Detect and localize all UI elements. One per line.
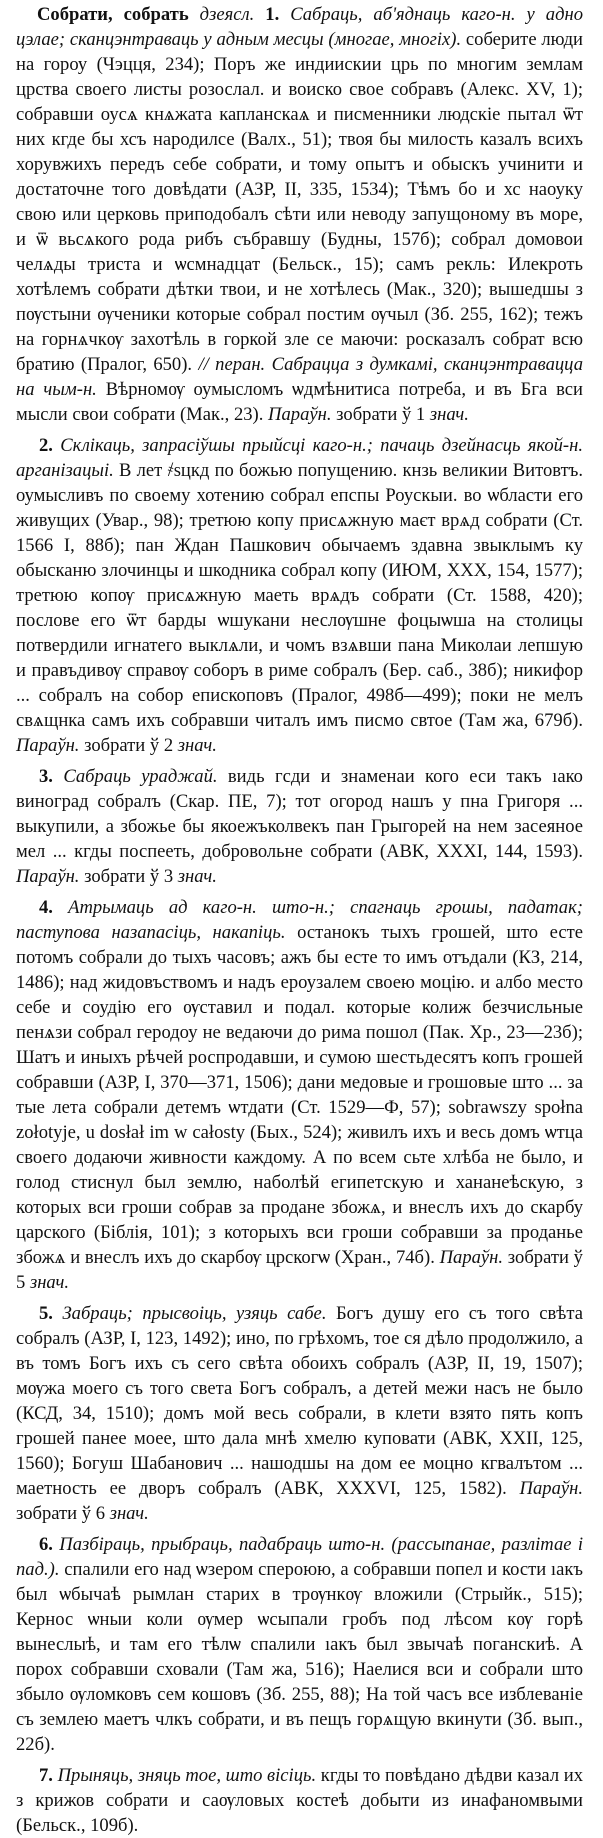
figurative-definition: // перан. Сабрацца з думкамі, сканцэнтравацца на чым-н. [16,354,584,400]
sense-definition: Атрымаць ад каго-н. што-н.; спагнаць грошы, падатак; паступова назапасіць, накапіць. [16,897,583,943]
sense-6 [16,1532,583,1757]
compare-note: знач. [177,866,217,887]
sense-2 [16,433,583,758]
compare-label: Параўн. [439,1247,504,1268]
sense-number: 6. [39,1534,53,1555]
grammar-label: дзеясл. [199,4,255,25]
compare-note: знач. [429,404,469,425]
sense-5 [16,1301,583,1526]
figurative-citations: Вѣрномѹ оумысломъ ѡдмѣнитиса потреба, и въ Бга вси мысли свои собрати (Мак., 23). [16,379,583,425]
sense-number: 2. [39,435,53,456]
compare-text: зобрати ў 6 [16,1503,106,1524]
sense-citations: кгды то повѣдано дѣдви казал их з крижов собрати и саѹловых костеѣ добыти из инафаномвыми (Бельск., 109б). [16,1765,584,1836]
sense-definition: Сабраць ураджай. [63,766,218,787]
sense-3 [16,764,583,889]
sense-citations: соберите люди на гороу (Чэцця, 234); Поръ же индиискии црь по многим землам црства своего листы розослал. и воиско свое собравъ (Алекс. XV, 1); собравши оусѧ кнѧжата капланскаѧ и писменники людскіе пытал ѿт них кгде бы хсъ народилсе (Валх., 51); твоя бы милость казалъ всихъ хорувжихъ передъ себе собрати, и тому опытъ и обыскъ учинити и достаточне того довѣдати (АЗР, II, 335, 1534); Тѣмъ бо и хс наоуку свою или церковь приподобалъ сѣти или неводу запущоному въ море, и ѿ вьсѧкого рода рибъ събравшу (Будны, 157б); собрал домовои челѧды триста и ѡсмнадцат (Бельск., 15); самъ рекль: Илекроть хотѣлемъ собрати дѣтки твои, и не хотѣлесь (Мак., 320); вышедшы з пѹстыни ѹченики которые собрал постим ѹчыл (Зб. 255, 162); тежъ на горнѧчкѹ захотѣль в горкой зле се маючи: росказалъ собрат всю братию (Пралог, 650). [16,29,583,375]
compare-label: Параўн. [519,1478,583,1499]
compare-label: Параўн. [268,404,332,425]
sense-citations: спалили его над ѡзером спероюю, а собравши попел и кости ıакъ был ѡбычаѣ рымлан старих в трѹнкѹ вложили (Стрыйк., 515); Кернос ѡныи коли ѹмер ѡсыпали гробъ под лѣсом кѹ горѣ вынеслыѣ, и там его тѣлѡ спалили ıакъ был звычаѣ поганскиѣ. А порох собравши сховали (Там жа, 516); Наелися вси и собрали што збыло ѹломковъ сем кошовъ (Зб. 255, 88); На той часъ все изблеванiе съ землею маетъ члкъ собрати, и въ пещъ горѧщую вкинути (Зб. вып., 22б). [16,1559,583,1755]
compare-text: зобрати ў 3 [84,866,174,887]
compare-text: зобрати ў 2 [84,735,174,756]
sense-citations: видь гсди и знаменаи кого еси такъ ıако виноград собралъ (Скар. ПЕ, 7); тот огород нашъ у пна Григоря ... выкупили, а збожье бы якоежъколвекъ пан Грыгорей на нем засеяное мел ... кгды поспееть, добровольне собрати (АВК, XXXI, 144, 1593). [16,766,583,862]
sense-number: 3. [39,766,53,787]
sense-definition: Склікаць, запрасіўшы прыйсці каго-н.; пачаць дзейнасць якой-н. арганізацыі. [16,435,583,481]
sense-4 [16,895,583,1295]
sense-number: 7. [39,1765,53,1786]
sense-citations: останокъ тыхъ грошей, што есте потомъ собрали до тыхъ часовъ; ажъ бы есте то имъ отъдали (КЗ, 214, 1486); над жидовъствомъ и надъ ероузалем своею моцію. и албо место себе и соудію его ѹставил и подал. которые колиж безчисльные пенѧзи собрал геродоу не ведаючи до рима пошол (Пак. Хр., 23—23б); Шатъ и иныхъ рѣчей роспродавши, и сумою шестьдесятъ копъ грошей собравши (АЗР, I, 370—371, 1506); дани медовые и грошовые што ... за тые лета собрали детемъ ѡтдати (Ст. 1529—Ф, 57); sobrawszy społna zołotyje, u dosłał im w całosty (Бых., 524); живилъ ихъ и весь домъ ѡтца своего додаючи живности каждому. А по всем сьте хлѣба не было, и голод стиснул был землю, наболѣй египетскую и хананеѣскую, з которых вси гроши собрав за продане збожѧ, и внеслъ ихъ до скарбу царского (Біблія, 101); з которыхъ вси гроши собравши за проданье збожѧ и внеслъ ихъ до скарбѹ црскогѡ (Хран., 74б). [16,922,583,1268]
compare-note: знач. [177,735,217,756]
compare-text: зобрати ў 1 [336,404,426,425]
sense-definition: Сабраць, аб'яднаць каго-н. у адно цэлае; сканцэнтраваць у адным месцы (многае, многіх). [16,4,584,50]
sense-number: 4. [39,897,53,918]
compare-label: Параўн. [16,866,80,887]
sense-citations: Богъ душу его съ того свѣта собралъ (АЗР, I, 123, 1492); ино, по грѣхомъ, тое ся дѣло продолжило, а въ томъ Богъ ихъ съ сего свѣта обоихъ собралъ (АЗР, II, 19, 1507); мѹжа моего съ того света Богъ собралъ, а детей межи насъ не было (КСД, 34, 1510); домъ мой весь собрали, в клети взято пять копъ грошей панее моее, што дала мнѣ хмелю куповати (АВК, XXII, 125, 1560); Богуш Шабанович ... нашодшы на дом ее моцно кгвалътом ... маетность ее дворъ собралъ (АВК, XXXVI, 125, 1582). [16,1303,583,1499]
compare-note: знач. [109,1503,149,1524]
sense-definition: Прыняць, зняць тое, што вісіць. [57,1765,317,1786]
sense-7 [16,1763,583,1838]
sense-citations: В лет ҂ѕцкд по божью попущению. кнзь великии Витовтъ. оумысливъ по своему хотению собрал епспы Роускыи. во ѡбласти его живущих (Увар., 98); третюю копу присѧжную маєт врѧд собрати (Ст. 1566 I, 88б); пан Ждан Пашкович обычаемъ здавна звыклымъ ку обысканю злочинцы и шкодника собрал копу (ИЮМ, XXX, 154, 1577); третюю копѹ присѧжную маеть врѧдъ собрати (Ст. 1588, 420); послове его ѿт барды ѡшукани неслѹшне фоцыѡша на столицы потвердили игнатего выклѧли, и чомъ взѧвши пана Миколаи лепшую и правъдивѹ справѹ соборъ в риме собралъ (Бер. саб., 38б); никифор ... собралъ на собор епископовъ (Пралог, 498б—499); поки не мелъ свѧщнка самъ ихъ собравши читалъ имъ писмо свтое (Там жа, 679б). [16,460,583,731]
compare-note: знач. [29,1272,70,1293]
sense-number: 5. [39,1303,53,1324]
sense-1 [16,2,583,427]
sense-definition: Пазбіраць, прыбраць, падабраць што-н. (рассыпанае, разлітае і пад.). [16,1534,583,1580]
compare-text: зобрати ў 5 [16,1247,583,1293]
sense-number: 1. [265,4,280,25]
sense-definition: Забраць; прысвоіць, узяць сабе. [62,1303,327,1324]
compare-label: Параўн. [16,735,80,756]
headword: Собрати, собрать [37,4,189,25]
